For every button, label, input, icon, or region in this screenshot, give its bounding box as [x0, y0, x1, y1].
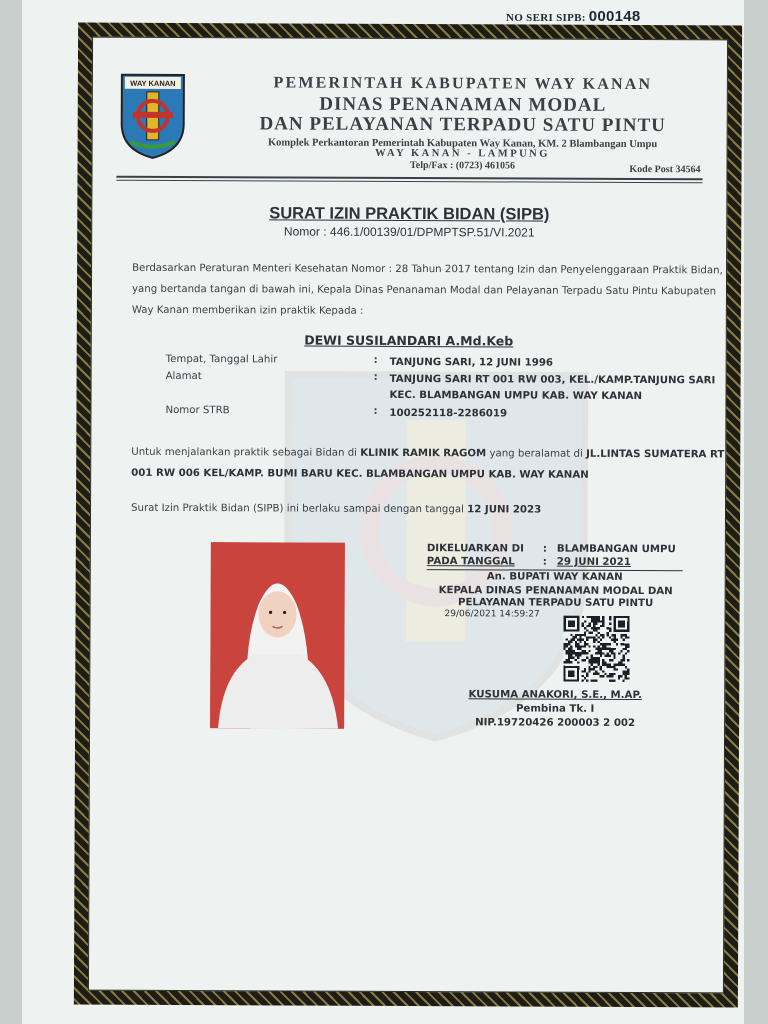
clinic-address: JL.LINTAS SUMATERA RT 001 RW 006 KEL/KAMP. BUMI BARU KEC. BLAMBANGAN UMPU KAB. WAY KANAN: [131, 448, 725, 481]
field-colon: :: [373, 371, 378, 383]
certificate-body: [88, 37, 728, 994]
signer-nip: NIP.19720426 200003 2 002: [475, 717, 636, 729]
document-sheet: [22, 0, 744, 1024]
signer-name: KUSUMA ANAKORI, S.E., M.AP.: [468, 689, 642, 702]
date-colon: :: [542, 556, 547, 568]
validity-date: 12 JUNI 2023: [467, 504, 542, 516]
document-title: SURAT IZIN PRAKTIK BIDAN (SIPB): [269, 204, 550, 224]
field-birth: [165, 353, 726, 369]
field-label: Tempat, Tanggal Lahir: [165, 353, 278, 366]
clinic-name: KLINIK RAMIK RAGOM: [360, 447, 487, 460]
practice-paragraph: [131, 442, 727, 487]
field-label: Alamat: [165, 370, 202, 383]
logo-text: WAY KANAN: [130, 78, 176, 88]
field-value: TANJUNG SARI, 12 JUNI 1996: [389, 356, 554, 369]
validity-paragraph: [131, 498, 727, 522]
serial-value: 000148: [588, 8, 641, 25]
signer-position: KEPALA DINAS PENANAMAN MODAL DAN: [438, 585, 673, 598]
practice-text: Untuk menjalankan praktik sebagai Bidan di: [131, 446, 358, 459]
holder-photo: [210, 542, 345, 729]
letterhead-region: WAY KANAN - LAMPUNG: [375, 147, 550, 160]
field-value: 100252118-2286019: [389, 407, 508, 420]
field-colon: :: [373, 354, 378, 366]
document-number: Nomor : 446.1/00139/01/DPMPTSP.51/VI.2021: [283, 224, 535, 240]
date-label: PADA TANGGAL: [426, 556, 515, 568]
on-behalf: An. BUPATI WAY KANAN: [486, 571, 623, 583]
issued-at-value: BLAMBANGAN UMPU: [556, 543, 676, 556]
letterhead-agency: DINAS PENANAMAN MODAL: [319, 93, 607, 116]
signer-position-2: PELAYANAN TERPADU SATU PINTU: [457, 597, 654, 610]
letterhead-government: PEMERINTAH KABUPATEN WAY KANAN: [273, 74, 653, 94]
field-value: TANJUNG SARI RT 001 RW 003, KEL./KAMP.TANJUNG SARI KEC. BLAMBANGAN UMPU KAB. WAY KANAN: [389, 373, 716, 403]
ornamental-border: [74, 23, 742, 1008]
letterhead-postcode: Kode Post 34564: [629, 163, 701, 176]
way-kanan-logo-icon: [119, 72, 187, 160]
holder-name: DEWI SUSILANDARI A.Md.Keb: [304, 332, 514, 349]
issued-at-colon: :: [542, 543, 547, 555]
validity-text: Surat Izin Praktik Bidan (SIPB) ini berlaku sampai dengan tanggal: [131, 502, 464, 516]
signature-timestamp: 29/06/2021 14:59:27: [444, 609, 540, 620]
issued-at-label: DIKELUARKAN DI: [426, 543, 524, 555]
date-value: 29 JUNI 2021: [556, 556, 631, 568]
header-divider-thin: [116, 180, 702, 184]
qr-code-icon: [560, 616, 632, 682]
field-colon: :: [373, 405, 378, 417]
serial-label: NO SERI SIPB:: [506, 12, 586, 24]
letterhead-address: Komplek Perkantoran Pemerintah Kabupaten Way Kanan, KM. 2 Blambangan Umpu: [267, 137, 658, 151]
letterhead-agency-2: DAN PELAYANAN TERPADU SATU PINTU: [259, 113, 666, 137]
serial-number: [506, 8, 641, 25]
intro-paragraph: Berdasarkan Peraturan Menteri Kesehatan Nomor : 28 Tahun 2017 tentang Izin dan Penyelenggaraan Praktik Bidan, yang bertanda tangan di bawah ini, Kepala Dinas Penanaman Modal dan Pelayanan Terpadu Satu Pintu Kabupaten Way Kanan memberikan izin praktik Kepada :: [131, 262, 723, 317]
letterhead: [213, 74, 713, 172]
signer-rank: Pembina Tk. I: [515, 703, 595, 715]
field-strb: [165, 404, 725, 420]
field-label: Nomor STRB: [165, 404, 230, 417]
letterhead-phone: Telp/Fax : (0723) 461056: [410, 160, 516, 172]
practice-text-2: yang beralamat di: [489, 448, 583, 460]
